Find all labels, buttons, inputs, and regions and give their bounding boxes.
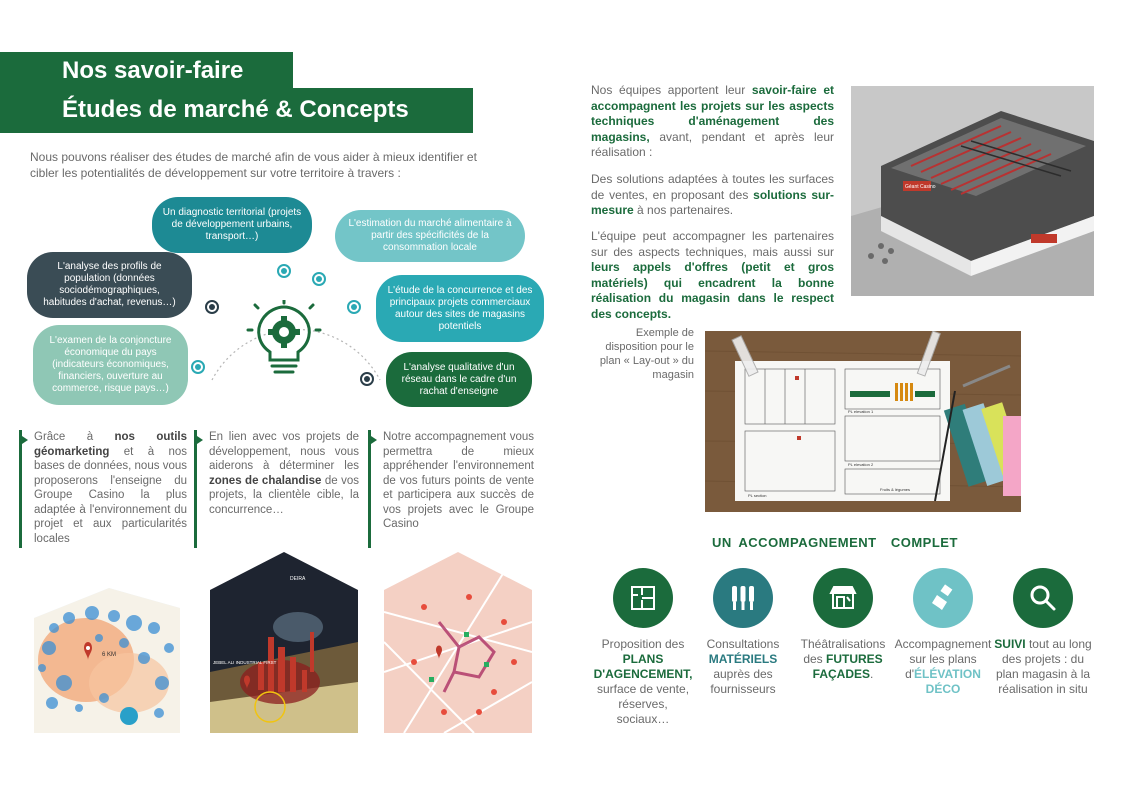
connector-dot: [277, 264, 291, 278]
column-geomarketing: Grâce à nos outils géomarketing et à nos bases de données, nous vous proposerons l'enseigne du Groupe Casino la plus adaptée à l'environnement du projet et aux particularités locales: [19, 430, 187, 548]
bubble-diagnostic: Un diagnostic territorial (projets de développement urbains, transport…): [152, 197, 312, 253]
paintbrush-icon: [913, 568, 973, 628]
storefront-icon: [813, 568, 873, 628]
bubble-analyse-qualitative: L'analyse qualitative d'un réseau dans le cadre d'un rachat d'enseigne: [386, 352, 532, 407]
magnifier-icon: [1013, 568, 1073, 628]
column-zones-chalandise: En lien avec vos projets de développement, nous vous aiderons à déterminer les zones de chalandise de vos projets, la clientèle cible, la concurrence…: [194, 430, 359, 548]
paragraph-savoir-faire: Nos équipes apportent leur savoir-faire et accompagnent les projets sur les aspects techniques d'aménagement des magasins, avant, pendant et après leur réalisation :: [591, 83, 834, 159]
column-accompagnement: Notre accompagnement vous permettra de mieux appréhender l'environnement de vos futurs points de vente et participera aux succès de vos projets avec le Groupe Casino: [368, 430, 534, 548]
connector-dot: [191, 360, 205, 374]
layout-caption: Exemple de disposition pour le plan « Lay-out » du magasin: [599, 327, 694, 381]
item-plans-agencement: Proposition des PLANS D'AGENCEMENT, surface de vente, réserves, sociaux…: [593, 637, 693, 726]
item-elevation-deco: Accompagnement sur les plans d'ÉLÉVATION DÉCO: [894, 637, 992, 696]
store-render-image: [851, 86, 1094, 296]
title-line-2: Études de marché & Concepts: [0, 88, 473, 133]
paragraph-appels-offres: L'équipe peut accompagner les partenaires sur des aspects techniques, mais aussi sur leurs appels d'offres (petit et gros matériels) qui encadrent la bonne réalisation du magasin dans le respect des concepts.: [591, 229, 834, 321]
map-geomarketing: [34, 588, 180, 733]
map-environnement: [384, 552, 532, 733]
accompagnement-title: UN ACCOMPAGNEMENT COMPLET: [712, 535, 958, 550]
item-suivi: SUIVI tout au long des projets : du plan magasin à la réalisation in situ: [994, 637, 1092, 696]
connector-dot: [312, 272, 326, 286]
connector-dot: [360, 372, 374, 386]
item-materiels: Consultations MATÉRIELS auprès des fournisseurs: [706, 637, 780, 696]
paragraph-solutions: Des solutions adaptées à toutes les surfaces de ventes, en proposant des solutions sur-mesure à nos partenaires.: [591, 172, 834, 217]
plan-label: PL elevation 1: [848, 409, 874, 414]
connector-dot: [347, 300, 361, 314]
map-label-industrial: JEBEL ALI INDUSTRIAL FIRST: [213, 660, 277, 665]
bubble-analyse-profils: L'analyse des profils de population (données sociodémographiques, habitudes d'achat, revenus…): [27, 252, 192, 318]
bubble-conjoncture: L'examen de la conjoncture économique du pays (indicateurs économiques, financiers, ouverture au commerce, risque pays…): [33, 325, 188, 405]
title-line-1: Nos savoir-faire: [0, 52, 293, 90]
item-facades: Théâtralisations des FUTURES FAÇADES.: [800, 637, 886, 681]
plan-label: Fruits & légumes: [880, 487, 911, 492]
floorplan-icon: [613, 568, 673, 628]
intro-text: Nous pouvons réaliser des études de marché afin de vous aider à mieux identifier et cibler les potentialités de développement sur votre territoire à travers :: [30, 150, 477, 180]
connector-dot: [205, 300, 219, 314]
map-scale-label: 6 KM: [102, 652, 117, 658]
layout-plan-image: [705, 331, 1021, 512]
plan-label: PL section: [748, 493, 767, 498]
bubble-estimation: L'estimation du marché alimentaire à partir des spécificités de la consommation locale: [335, 210, 525, 262]
bubble-concurrence: L'étude de la concurrence et des principaux projets commerciaux autour des sites de magasins potentiels: [376, 275, 544, 342]
store-sign: Géant Casino: [905, 184, 936, 190]
map-label-deira: DEIRA: [290, 576, 306, 582]
plan-label: PL elevation 2: [848, 462, 874, 467]
map-zones-chalandise: [210, 552, 358, 733]
lightbulb-gear-icon: [246, 300, 322, 380]
tools-icon: [713, 568, 773, 628]
